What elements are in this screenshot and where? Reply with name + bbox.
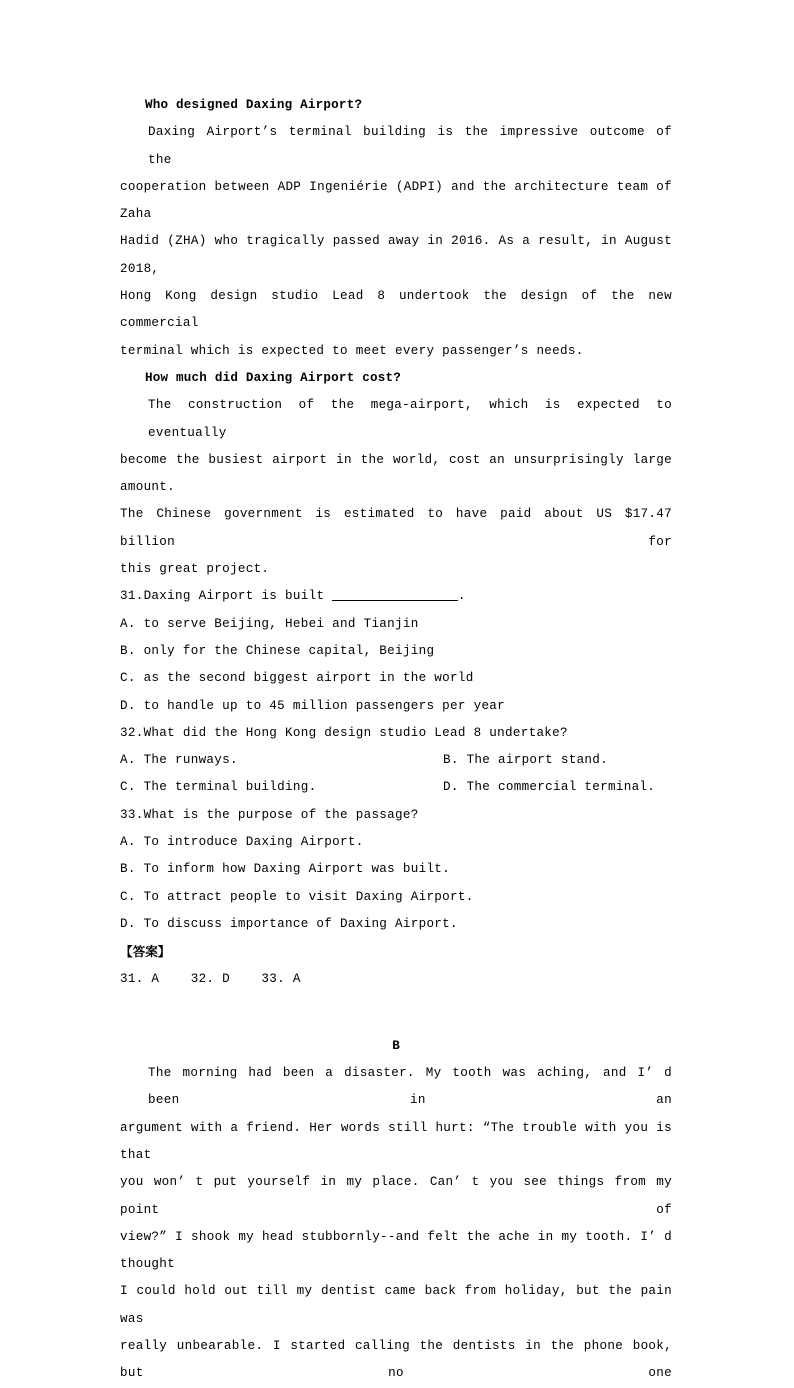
question-31-option-d[interactable]: D. to handle up to 45 million passengers per year (120, 698, 506, 713)
question-31-option-a[interactable]: A. to serve Beijing, Hebei and Tianjin (120, 616, 419, 631)
question-31-number: 31. (120, 589, 144, 604)
answer-block-label: 【答案】 (120, 944, 171, 960)
passage-b-letter: B (392, 1038, 400, 1053)
passage-b-line-4: view?” I shook my head stubbornly--and felt the ache in my tooth. I’ d thought (120, 1229, 672, 1272)
section-spacer (120, 993, 672, 1033)
passage-a-para2-line-1: The construction of the mega-airport, which is expected to eventually (148, 398, 672, 440)
passage-b-line-3: you won’ t put yourself in my place. Can’ t you see things from my point of (120, 1175, 672, 1217)
question-32-stem (120, 720, 672, 747)
passage-b-line-2: argument with a friend. Her words still hurt: “The trouble with you is that (120, 1120, 672, 1162)
passage-a-para2-line-2: become the busiest airport in the world, cost an unsurprisingly large amount. (120, 452, 672, 495)
question-31-option-c[interactable]: C. as the second biggest airport in the world (120, 671, 474, 686)
passage-a-heading-2: How much did Daxing Airport cost? (145, 370, 401, 385)
question-31-option-b[interactable]: B. only for the Chinese capital, Beijing (120, 643, 435, 658)
question-31-stem-text: Daxing Airport is built (143, 589, 333, 604)
question-32-option-row-2 (120, 774, 672, 801)
passage-a-para1-line-2: cooperation between ADP Ingeniérie (ADPI) and the architecture team of Zaha (120, 179, 672, 222)
question-31-stem (120, 583, 672, 610)
question-32-option-a[interactable]: A. The runways. (120, 753, 238, 768)
passage-b-line-5: I could hold out till my dentist came back from holiday, but the pain was (120, 1284, 672, 1326)
question-33-option-c[interactable]: C. To attract people to visit Daxing Airport. (120, 889, 474, 904)
passage-a-para1-line-1: Daxing Airport’s terminal building is the impressive outcome of the (148, 125, 672, 167)
question-33-stem-text: What is the purpose of the passage? (143, 807, 419, 822)
question-32-option-row-1 (120, 747, 672, 774)
question-33-number: 33. (120, 807, 144, 822)
passage-b-line-1: The morning had been a disaster. My tooth was aching, and I’ d been in an (148, 1066, 672, 1108)
question-33-option-a[interactable]: A. To introduce Daxing Airport. (120, 835, 364, 850)
passage-a-para2-line-4: this great project. (120, 562, 270, 577)
question-33-stem (120, 802, 672, 829)
passage-a-heading-1: Who designed Daxing Airport? (145, 98, 363, 112)
page-content (120, 92, 672, 1388)
passage-a-para2-line-3: The Chinese government is estimated to have paid about US $17.47 billion for (120, 507, 672, 549)
passage-a-para1-line-5: terminal which is expected to meet every passenger’s needs. (120, 343, 584, 358)
question-32-option-b[interactable]: B. The airport stand. (443, 753, 609, 768)
question-31-blank[interactable]: ________________ (332, 589, 458, 604)
question-32-option-d[interactable]: D. The commercial terminal. (443, 780, 656, 795)
question-33-option-b[interactable]: B. To inform how Daxing Airport was built. (120, 862, 451, 877)
passage-a-para1-line-3: Hadid (ZHA) who tragically passed away in 2016. As a result, in August 2018, (120, 234, 672, 276)
passage-a-para1-line-4: Hong Kong design studio Lead 8 undertook the design of the new commercial (120, 289, 672, 331)
question-31-stem-tail: . (457, 589, 466, 604)
question-32-number: 32. (120, 725, 144, 740)
question-32-option-c[interactable]: C. The terminal building. (120, 780, 317, 795)
question-33-option-d[interactable]: D. To discuss importance of Daxing Airport. (120, 916, 458, 931)
passage-b-line-6: really unbearable. I started calling the dentists in the phone book, but no one (120, 1339, 672, 1381)
answer-block-answers: 31. A 32. D 33. A (120, 971, 301, 986)
question-32-stem-text: What did the Hong Kong design studio Lead 8 undertake? (143, 725, 568, 740)
